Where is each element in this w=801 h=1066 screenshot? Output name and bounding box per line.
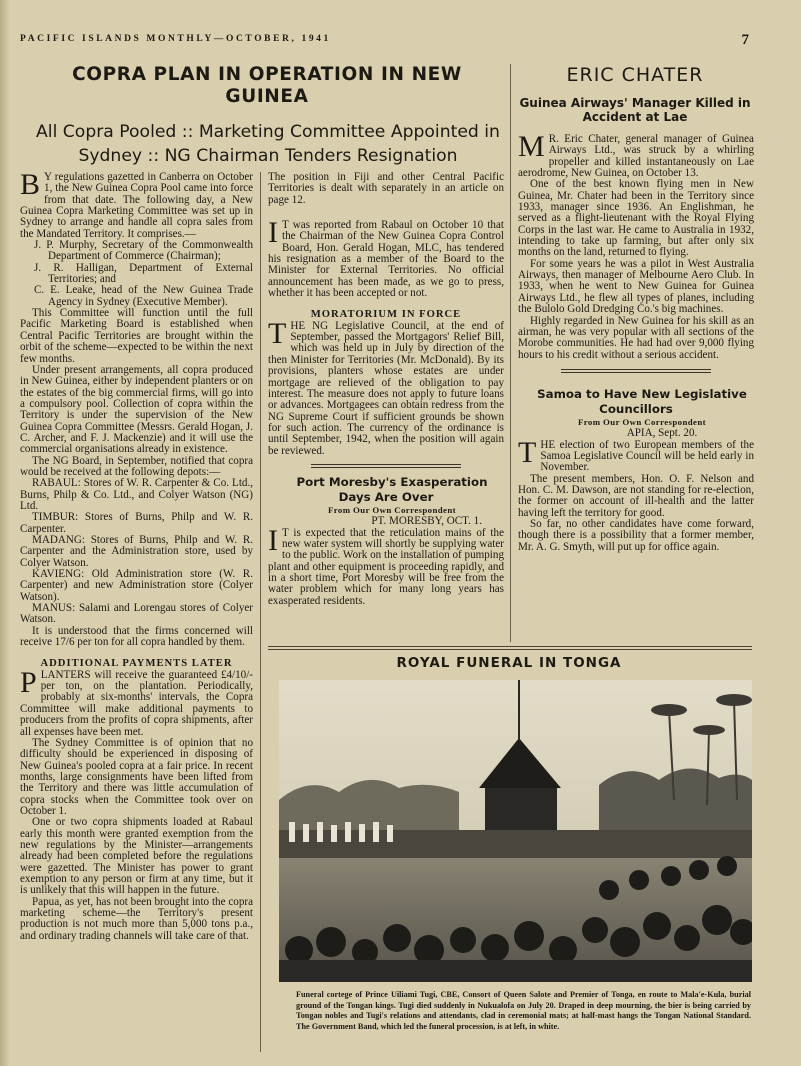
horizontal-divider [268, 646, 752, 647]
rule-divider [311, 464, 461, 468]
drop-cap: I [268, 216, 278, 250]
chater-paragraph: Highly regarded in New Guinea for his skill as an airman, he was very popular with all sections of the Morobe communities. He had had over 9,000 flying hours to his credit without a serious accident. [518, 314, 754, 361]
copra-paragraph: PLANTERS will receive the guaranteed £4/10/- per ton, on the plantation. Periodically, probably at six-months' intervals, the Copra Committee will make additional payments to producers from the profits of copra shipments, after all expenses have been met. [20, 665, 253, 738]
section-heading: ADDITIONAL PAYMENTS LATER [40, 658, 233, 670]
committee-member: J. R. Halligan, Department of External Territories; and [34, 261, 253, 286]
dateline: APIA, Sept. 20. [626, 427, 698, 440]
chater-paragraph: For some years he was a pilot in West Australia Airways, then manager of Melbourne Aero Club. In 1933, when he went to New Guinea for Guinea Airways Ltd., he flew all types of planes, including the Bulolo Gold Dredging Co.'s big machines. [518, 257, 754, 316]
copra-paragraph: The NG Board, in September, notified that copra would be received at the following depots:— [20, 454, 253, 478]
section-heading: MORATORIUM IN FORCE [310, 309, 462, 321]
chater-paragraph: One of the best known flying men in New Guinea, Mr. Chater had been in the Territory since 1933, manager since 1936. An Englishman, he served as a flight-lieutenant with the Royal Flying Corps in the last war. He came to Australia in 1932, intending to take up farming, but after only six months on the land, returned to flying. [518, 178, 754, 259]
column-2 [268, 172, 504, 650]
samoa-headline: Samoa to Have New Legislative Councillors [537, 386, 747, 416]
drop-cap: P [20, 665, 37, 699]
committee-member: C. E. Leake, head of the New Guinea Trade Agency in Sydney (Executive Member). [34, 284, 253, 308]
copra-paragraph: B Y regulations gazetted in Canberra on October 1, the New Guinea Copra Pool came into force from that date. The following day, a New Guinea Copra Marketing Committee was set up in Sydney to arrange and handle all copra sales from the Mandated Territory. It comprises.— [20, 172, 253, 240]
rule-divider [561, 369, 711, 373]
copra-paragraph: The position in Fiji and other Central Pacific Territories is dealt with separately in an article on page 12. [268, 172, 504, 206]
samoa-paragraph: So far, no other candidates have come forward, though there is a possibility that a former member, Mr. A. G. Smyth, will put up for office again. [518, 517, 754, 553]
byline: From Our Own Correspondent [578, 416, 706, 427]
copra-paragraph: The Sydney Committee is of opinion that no difficulty should be experienced in disposing of New Guinea's pooled copra at a fair price. In recent months, large consignments have been lifted from the Territory and there was little accumulation of copra stocks when the Committee took over on October 1. [20, 736, 253, 817]
drop-cap: I [268, 523, 278, 557]
horizontal-divider [268, 649, 752, 650]
drop-cap: T [518, 435, 537, 469]
copra-paragraph: Under present arrangements, all copra produced in New Guinea, either by independent planters or on the estates of the big commercial firms, will go into a compulsory pool. Collection of copra within the Territory is under the supervision of the New Guinea Copra Committee (Messrs. Gerald Hogan, J. C. Archer, and F. J. Mackenzie) and it will use the commercial organisations already in existence. [20, 363, 253, 456]
byline: From Our Own Correspondent [328, 504, 456, 515]
copra-paragraph: This Committee will function until the full Pacific Marketing Board is established when Central Pacific Territories are brought within the orbit of the scheme—expected to be within the next few months. [20, 307, 253, 365]
copra-subhead: All Copra Pooled :: Marketing Committee Appointed in Sydney :: NG Chairman Tenders Resignation [36, 122, 500, 166]
dateline: PT. MORESBY, OCT. 1. [371, 515, 482, 528]
depot-item: RABAUL: Stores of W. R. Carpenter & Co. Ltd., Burns, Philp & Co. Ltd., and Colyer Watson (NG) Ltd. [20, 477, 253, 512]
chater-paragraph: M R. Eric Chater, general manager of Guinea Airways Ltd., was struck by a whirling propeller and killed instantaneously on Lae aerodrome, New Guinea, on October 13. [518, 134, 754, 180]
samoa-paragraph: THE election of two European members of the Samoa Legislative Council will be held early in November. [518, 435, 754, 474]
page-number: 7 [741, 32, 749, 48]
moresby-headline: Port Moresby's Exasperation Days Are Over [296, 474, 488, 504]
funeral-photo [279, 680, 752, 982]
page-edge-shadow [0, 0, 10, 1066]
funeral-title: ROYAL FUNERAL IN TONGA [396, 655, 622, 671]
copra-headline: COPRA PLAN IN OPERATION IN NEW GUINEA [72, 64, 462, 107]
column-1 [20, 172, 253, 1048]
funeral-caption: Funeral cortege of Prince Uiliami Tugi, CBE, Consort of Queen Salote and Premier of Tonga, en route to Mala'e-Kula, burial ground of the Tongan kings. Tugi died suddenly in Nukualofa on July 20. Draped in deep mourning, the bier is being carried by Tongan nobles and Tugi's relations and attendants, clad in ceremonial mats; at half-mast hangs the Tongan National Standard. The Government Band, which led the funeral procession, is at left, in white. [296, 990, 751, 1031]
committee-member: J. P. Murphy, Secretary of the Commonwealth Department of Commerce (Chairman); [34, 239, 253, 263]
funeral-photo-image [279, 680, 752, 982]
column-divider [260, 172, 261, 1052]
column-divider [510, 64, 511, 642]
copra-paragraph: One or two copra shipments loaded at Rabaul early this month were granted exemption from the new regulations by the Minister—arrangements already had been completed before the regulations were gazetted. The Minister has power to grant exemption to any person or firm at any time, but it is unlikely that this will happen in the future. [20, 816, 253, 897]
running-head: PACIFIC ISLANDS MONTHLY—OCTOBER, 1941 [20, 34, 331, 44]
drop-cap: T [268, 316, 287, 350]
moresby-paragraph: I T is expected that the reticulation mains of the new water system will shortly be supplying water to the public. Work on the installation of pumping plant and other equipment is proceeding rapidly, and in a short time, Port Moresby will be free from the water problem which for many long years has exasperated residents. [268, 523, 504, 607]
column-3 [518, 134, 754, 648]
chater-subtitle: Guinea Airways' Manager Killed in Accident at Lae [519, 96, 751, 124]
depot-item: MADANG: Stores of Burns, Philp and W. R. Carpenter and the Administration store, used by Colyer Watson. [20, 534, 253, 569]
depot-item: KAVIENG: Old Administration store (W. R. Carpenter) and new Administration store (Colyer Watson). [20, 568, 253, 603]
depot-item: TIMBUR: Stores of Burns, Philp and W. R. Carpenter. [20, 511, 253, 535]
copra-paragraph: THE NG Legislative Council, at the end of September, passed the Mortgagors' Relief Bill, which was held up in July by direction of the then Minister for Territories (Mr. McDonald). By its provisions, planters whose estates are under mortgage are relieved of the obligation to pay interest. The measure does not apply to future loans or advances. Mortgagees can obtain redress from the NG Supreme Court if sufficient grounds be shown for such action. The currency of the ordinance is until September, 1942, when the position will again be reviewed. [268, 316, 504, 457]
samoa-paragraph: The present members, Hon. O. F. Nelson and Hon. C. M. Dawson, are not standing for re-election, the former on account of ill-health and the latter having left the territory for good. [518, 472, 754, 519]
chater-title: ERIC CHATER [566, 64, 704, 86]
drop-cap: M [518, 134, 545, 163]
copra-paragraph: Papua, as yet, has not been brought into the copra marketing scheme—the Territory's present production is not much more than 5,000 tons p.a., and ordinary trading channels will take care of that. [20, 895, 253, 942]
copra-paragraph: I T was reported from Rabaul on October 10 that the Chairman of the New Guinea Copra Control Board, Hon. Gerald Hogan, MLC, has tendered his resignation as a member of the Board to the Minister for External Territories. No official announcement has been made, as we go to press, whether it has been accepted or not. [268, 216, 504, 300]
drop-cap: B [20, 172, 41, 201]
depot-item: MANUS: Salami and Lorengau stores of Colyer Watson. [20, 602, 253, 626]
copra-paragraph: It is understood that the firms concerned will receive 17/6 per ton for all copra handled by them. [20, 624, 253, 649]
